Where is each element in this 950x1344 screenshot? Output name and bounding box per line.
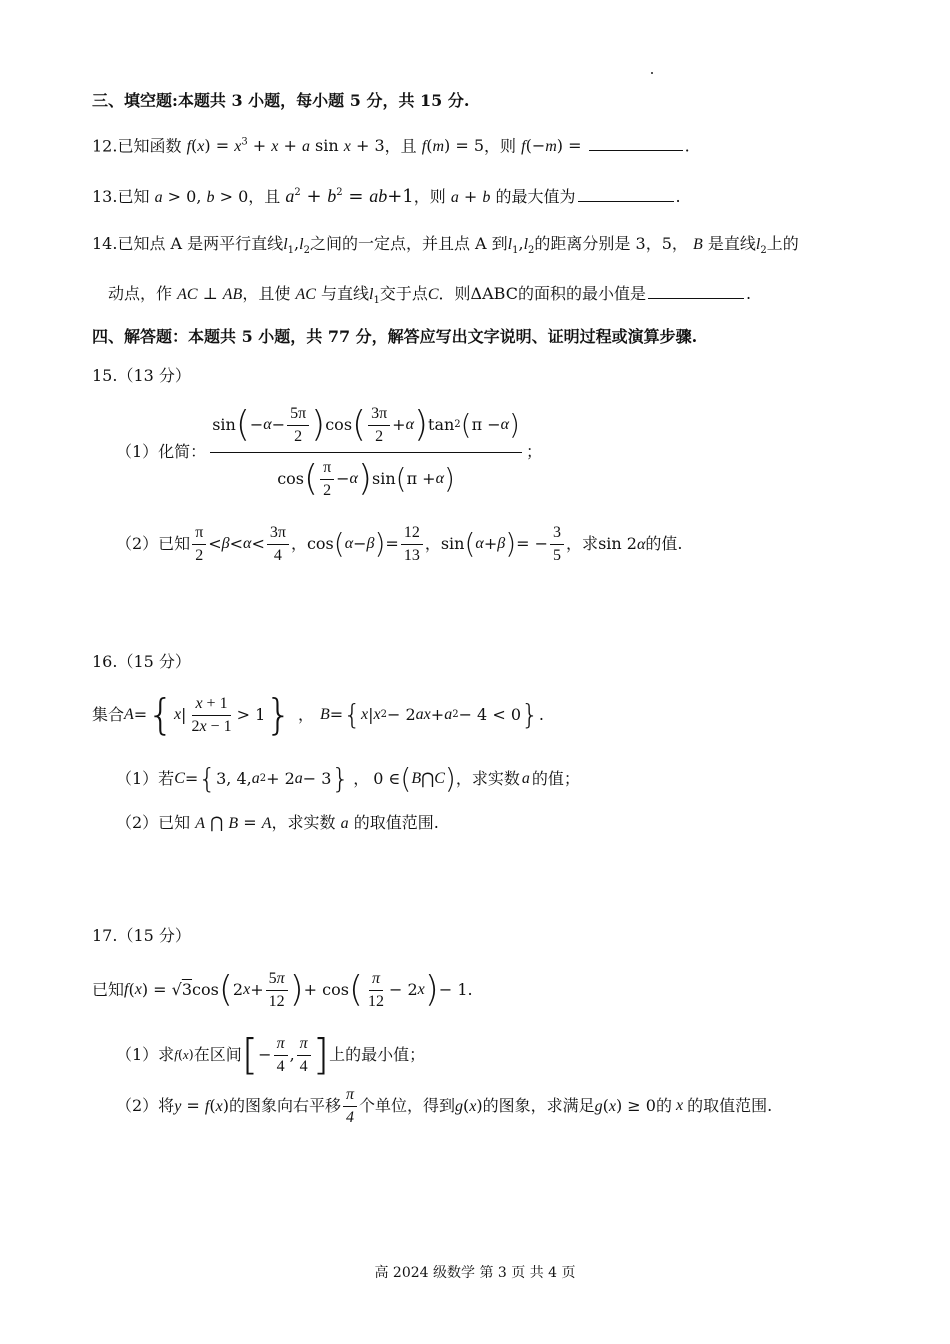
stray-dot [651,72,653,74]
q12-number: 12. [92,136,118,156]
q16-header: 16.（15 分） [92,652,191,671]
q16-set-label: 集合 [92,705,125,724]
q14-text1c: 的距离分别是 3，5， [534,234,688,253]
q17-part2-t6: 的取值范围. [687,1096,773,1115]
q14-text2h: . [745,284,752,303]
question-12 [92,131,690,159]
q15-sin-cond: sin ( α + β ) = − $\frac{3}{5}$ [441,522,566,567]
q17-part2-t4: 的图象，求满足 [482,1096,595,1115]
q17-y-eq: y = f(x) [174,1095,229,1115]
q16-var-a: a [521,770,530,787]
q16-set-c: C = { 3, 4, a 2 + 2 a − 3 } [174,762,350,795]
q13-text5: . [675,187,681,206]
q15-part1 [116,404,542,500]
q17-gx: g(x) [454,1095,483,1115]
q16-part1-end: ，求实数 [455,769,520,788]
q16-part2-end: ，求实数 [271,813,336,832]
q17-fx: f(x) [174,1046,194,1063]
q17-part1 [116,1030,425,1080]
q12-text1: 已知函数 [117,136,182,156]
q15-sep2: ， [424,534,441,553]
q16-part2-end2: 的取值范围. [353,813,439,832]
q15-sep1: ， [290,534,307,553]
q14-ac: AC [295,286,316,303]
q12-text2: ，且 [384,136,417,156]
q12-condition: f(m) = 5 [421,136,485,156]
q13-text4: 的最大值为 [495,187,576,206]
q12-target: f(−m) = [521,136,582,156]
q15-end: 的值. [645,534,683,553]
q17-part1-mid: 在区间 [193,1045,242,1064]
q14-number: 14. [92,234,118,253]
q16-part2 [116,811,439,836]
q14-text2b: ，且使 [242,284,291,303]
section4-heading: 四、解答题：本题共 5 小题，共 77 分，解答应写出文字说明、证明过程或演算步骤. [92,327,698,346]
q16-set-b: B = { x | x 2 − 2 ax + a 2 − 4 < 0 } [320,698,539,731]
q17-function [92,964,473,1016]
q15-header: 15.（13 分） [92,366,191,385]
q14-point-b: B [692,236,703,253]
q15-part1-end: ； [525,442,542,461]
q14-text2a: 动点，作 [108,284,173,303]
q16-set-a: A = { x | $\frac{x + 1}{2x - 1}$ > 1 } [124,690,292,739]
q15-text3: ，求 [566,534,599,553]
q14-answer-blank[interactable] [648,282,744,299]
q14-lines: l [283,236,288,253]
q17-var-x: x [675,1097,684,1114]
q12-text3: ，则 [484,136,517,156]
q13-text1: 已知 [117,187,150,206]
q17-given: 已知 [92,980,125,999]
section3-heading: 三、填空题:本题共 3 小题，每小题 5 分，共 15 分. [92,91,470,110]
q14-text1a: 已知点 A 是两平行直线 [117,234,284,253]
q16-sets [92,690,544,740]
q15-part1-label: （1）化简： [116,442,207,461]
q15-big-fraction [210,403,522,502]
q15-numerator: sin ( − α − $\frac{5\pi}{2}$ ) cos ( $\frac{3\pi}{2}$ + α ) tan 2 ( π − α ) [210,403,522,453]
q15-cos-cond: cos ( α − β ) = $\frac{12}{13}$ [307,522,425,567]
q17-part2-t3: 个单位，得到 [358,1096,455,1115]
q12-answer-blank[interactable] [589,134,683,151]
q17-interval: [ − $\frac{\pi}{4}$ , $\frac{\pi}{4}$ ] [241,1030,330,1079]
q17-part2 [116,1084,772,1128]
q14-text2c: 与直线 [320,284,369,303]
q16-sep: ， [297,705,314,724]
q14-perp: AC ⊥ AB [177,284,243,303]
q16-part2-label: （2）已知 [116,813,191,832]
q13-condition: a > 0, b > 0 [154,187,249,206]
q16-intersection: A ⋂ B = A [195,813,272,832]
q15-range: $\frac{\pi}{2}$ < β < α < $\frac{3\pi}{4}$ [190,522,291,567]
q16-part1-end2: 的值； [531,769,580,788]
q13-text3: ，则 [413,187,446,206]
q14-text1e: 上的 [766,234,799,253]
q12-text4: . [684,136,690,156]
q13-answer-blank[interactable] [578,185,674,202]
q13-text2: ，且 [248,187,281,206]
q13-expr: a + b [450,187,491,206]
q14-text2e: ．则 [438,284,471,303]
q17-ineq: g(x) ≥ 0 [594,1095,656,1115]
question-14-line2: 动点，作 AC ⊥ AB，且使 AC 与直线$l_1$交于点C．则ΔABC的面积的最小值是 . [108,284,752,307]
q17-definition: f ( x ) = √ 3 cos ( 2 x + $\frac{5\pi}{12}$ ) + cos ( $\frac{\pi}{12}$ − 2 x ) − 1 [124,969,468,1010]
q17-part1-label: （1）求 [116,1045,175,1064]
question-14-line1: 14.已知点 A 是两平行直线$l_1,l_2$之间的一定点，并且点 A 到$l_1,l_2$的距离分别是 3，5， B 是直线$l_2$上的 [92,234,799,257]
q15-part2 [116,518,682,570]
q14-text2g: 的面积的最小值是 [517,284,646,303]
q17-header: 17.（15 分） [92,926,191,945]
q14-triangle: ΔABC [470,284,518,303]
q17-part2-t5: 的 [655,1096,672,1115]
q16-end: . [538,705,544,724]
q16-part1-mid: ， [353,769,370,788]
q14-text1b: 之间的一定点，并且点 A 到 [309,234,508,253]
q17-part2-t2: 的图象向右平移 [228,1096,341,1115]
page-footer: 高 2024 级数学 第 3 页 共 4 页 [374,1265,576,1281]
q13-number: 13. [92,187,118,206]
q17-shift: $\frac{\pi}{4}$ [343,1084,357,1129]
q14-text2d: 交于点 [379,284,428,303]
q16-var-a2: a [340,815,349,832]
question-13 [92,181,681,210]
q16-membership: 0 ∈ ( B ⋂ C ) [373,762,456,795]
q15-part2-label: （2）已知 [116,534,191,553]
q16-part1 [116,764,580,794]
q14-text1d: 是直线 [707,234,756,253]
q15-denominator: cos ( $\frac{\pi}{2}$ − α ) sin ( π + α ) [277,458,455,499]
q15-target: sin 2α [598,533,646,553]
q17-part1-end: 上的最小值； [329,1045,426,1064]
q17-end: . [467,980,473,999]
q16-part1-label: （1）若 [116,769,175,788]
q12-function-def: $f(x) = x^3 + x + a$ sin x + 3 [186,136,385,156]
q13-equation: $a^2 + b^2 = ab+1$ [285,186,414,207]
q17-part2-label: （2）将 [116,1096,175,1115]
